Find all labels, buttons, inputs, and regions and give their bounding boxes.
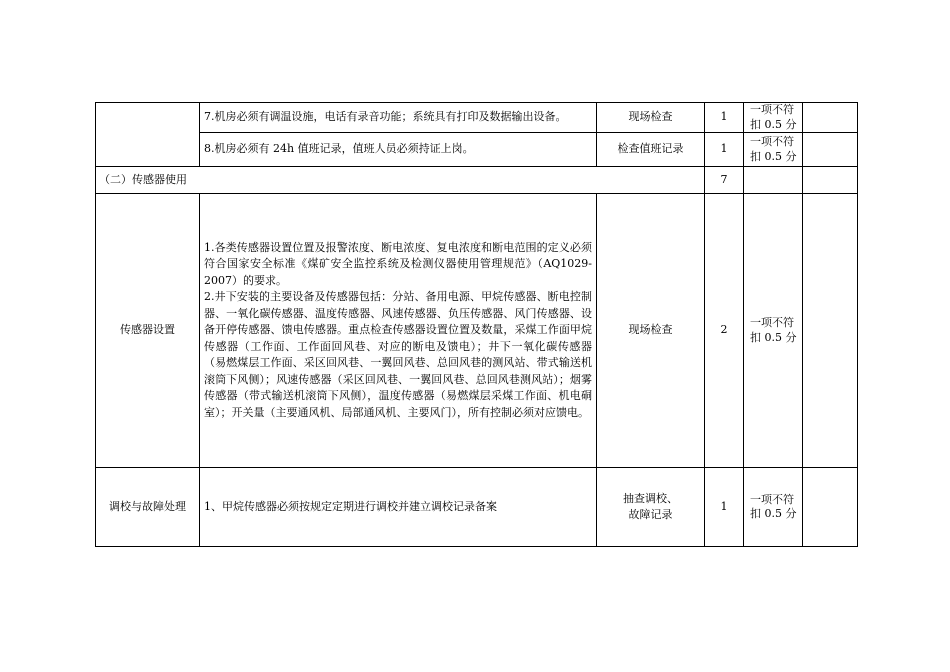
remark-cell bbox=[803, 194, 858, 468]
content-cell: 8.机房必须有 24h 值班记录，值班人员必须持证上岗。 bbox=[200, 133, 597, 167]
content-paragraph: 2.井下安装的主要设备及传感器包括：分站、备用电源、甲烷传感器、断电控制器、一氧化碳传感器、温度传感器、风速传感器、负压传感器、风门传感器、设备开停传感器、馈电传感器。重点检查传感器设置位置及数量，采煤工作面甲烷传感器（工作面、工作面回风巷、对应的断电及馈电）；井下一氧化碳传感器（易燃煤层工作面、采区回风巷、一翼回风巷、总回风巷的测风站、带式输送机滚筒下风侧）；风速传感器（采区回风巷、一翼回风巷、总回风巷测风站）；烟雾传感器（带式输送机滚筒下风侧），温度传感器（易燃煤层采煤工作面、机电硐室）；开关量（主要通风机、局部通风机、主要风门），所有控制必须对应馈电。 bbox=[204, 290, 592, 419]
deduct-cell bbox=[744, 103, 803, 133]
deduct-line: 一项不符 bbox=[750, 103, 794, 117]
method-cell bbox=[597, 468, 705, 547]
score-cell: 2 bbox=[705, 194, 744, 468]
deduct-line: 扣 0.5 分 bbox=[750, 117, 797, 131]
table-row bbox=[96, 194, 858, 468]
category-cell: 传感器设置 bbox=[96, 194, 200, 468]
table-row bbox=[96, 103, 858, 133]
method-cell: 检查值班记录 bbox=[597, 133, 705, 167]
section-row bbox=[96, 167, 858, 194]
content-cell bbox=[200, 194, 597, 468]
score-cell: 1 bbox=[705, 133, 744, 167]
category-cell-empty bbox=[96, 103, 200, 167]
deduct-line: 扣 0.5 分 bbox=[750, 507, 797, 520]
remark-cell bbox=[803, 167, 858, 194]
assessment-table bbox=[95, 102, 858, 547]
deduct-line: 一项不符 bbox=[750, 316, 794, 330]
remark-cell bbox=[803, 468, 858, 547]
content-cell: 7.机房必须有调温设施，电话有录音功能；系统具有打印及数据输出设备。 bbox=[200, 103, 597, 133]
table-row bbox=[96, 133, 858, 167]
deduct-cell bbox=[744, 194, 803, 468]
method-cell: 现场检查 bbox=[597, 194, 705, 468]
deduct-cell bbox=[744, 468, 803, 547]
content-paragraph: 1.各类传感器设置位置及报警浓度、断电浓度、复电浓度和断电范围的定义必须符合国家安全标准《煤矿安全监控系统及检测仪器使用管理规范》（AQ1029-2007）的要求。 bbox=[204, 240, 592, 287]
method-line: 抽查调校、 bbox=[623, 491, 678, 505]
deduct-line: 一项不符 bbox=[750, 135, 794, 149]
deduct-line: 扣 0.5 分 bbox=[750, 330, 797, 344]
section-title: （二）传感器使用 bbox=[96, 167, 705, 194]
score-cell: 1 bbox=[705, 103, 744, 133]
deduct-cell bbox=[744, 167, 803, 194]
category-cell: 调校与故障处理 bbox=[96, 468, 200, 547]
remark-cell bbox=[803, 133, 858, 167]
deduct-cell bbox=[744, 133, 803, 167]
section-score: 7 bbox=[705, 167, 744, 194]
remark-cell bbox=[803, 103, 858, 133]
method-cell: 现场检查 bbox=[597, 103, 705, 133]
deduct-line: 扣 0.5 分 bbox=[750, 149, 797, 163]
content-cell: 1、甲烷传感器必须按规定定期进行调校并建立调校记录备案 bbox=[200, 468, 597, 547]
table-row bbox=[96, 468, 858, 547]
deduct-line: 一项不符 bbox=[750, 492, 794, 506]
score-cell: 1 bbox=[705, 468, 744, 547]
method-line: 故障记录 bbox=[628, 508, 673, 521]
